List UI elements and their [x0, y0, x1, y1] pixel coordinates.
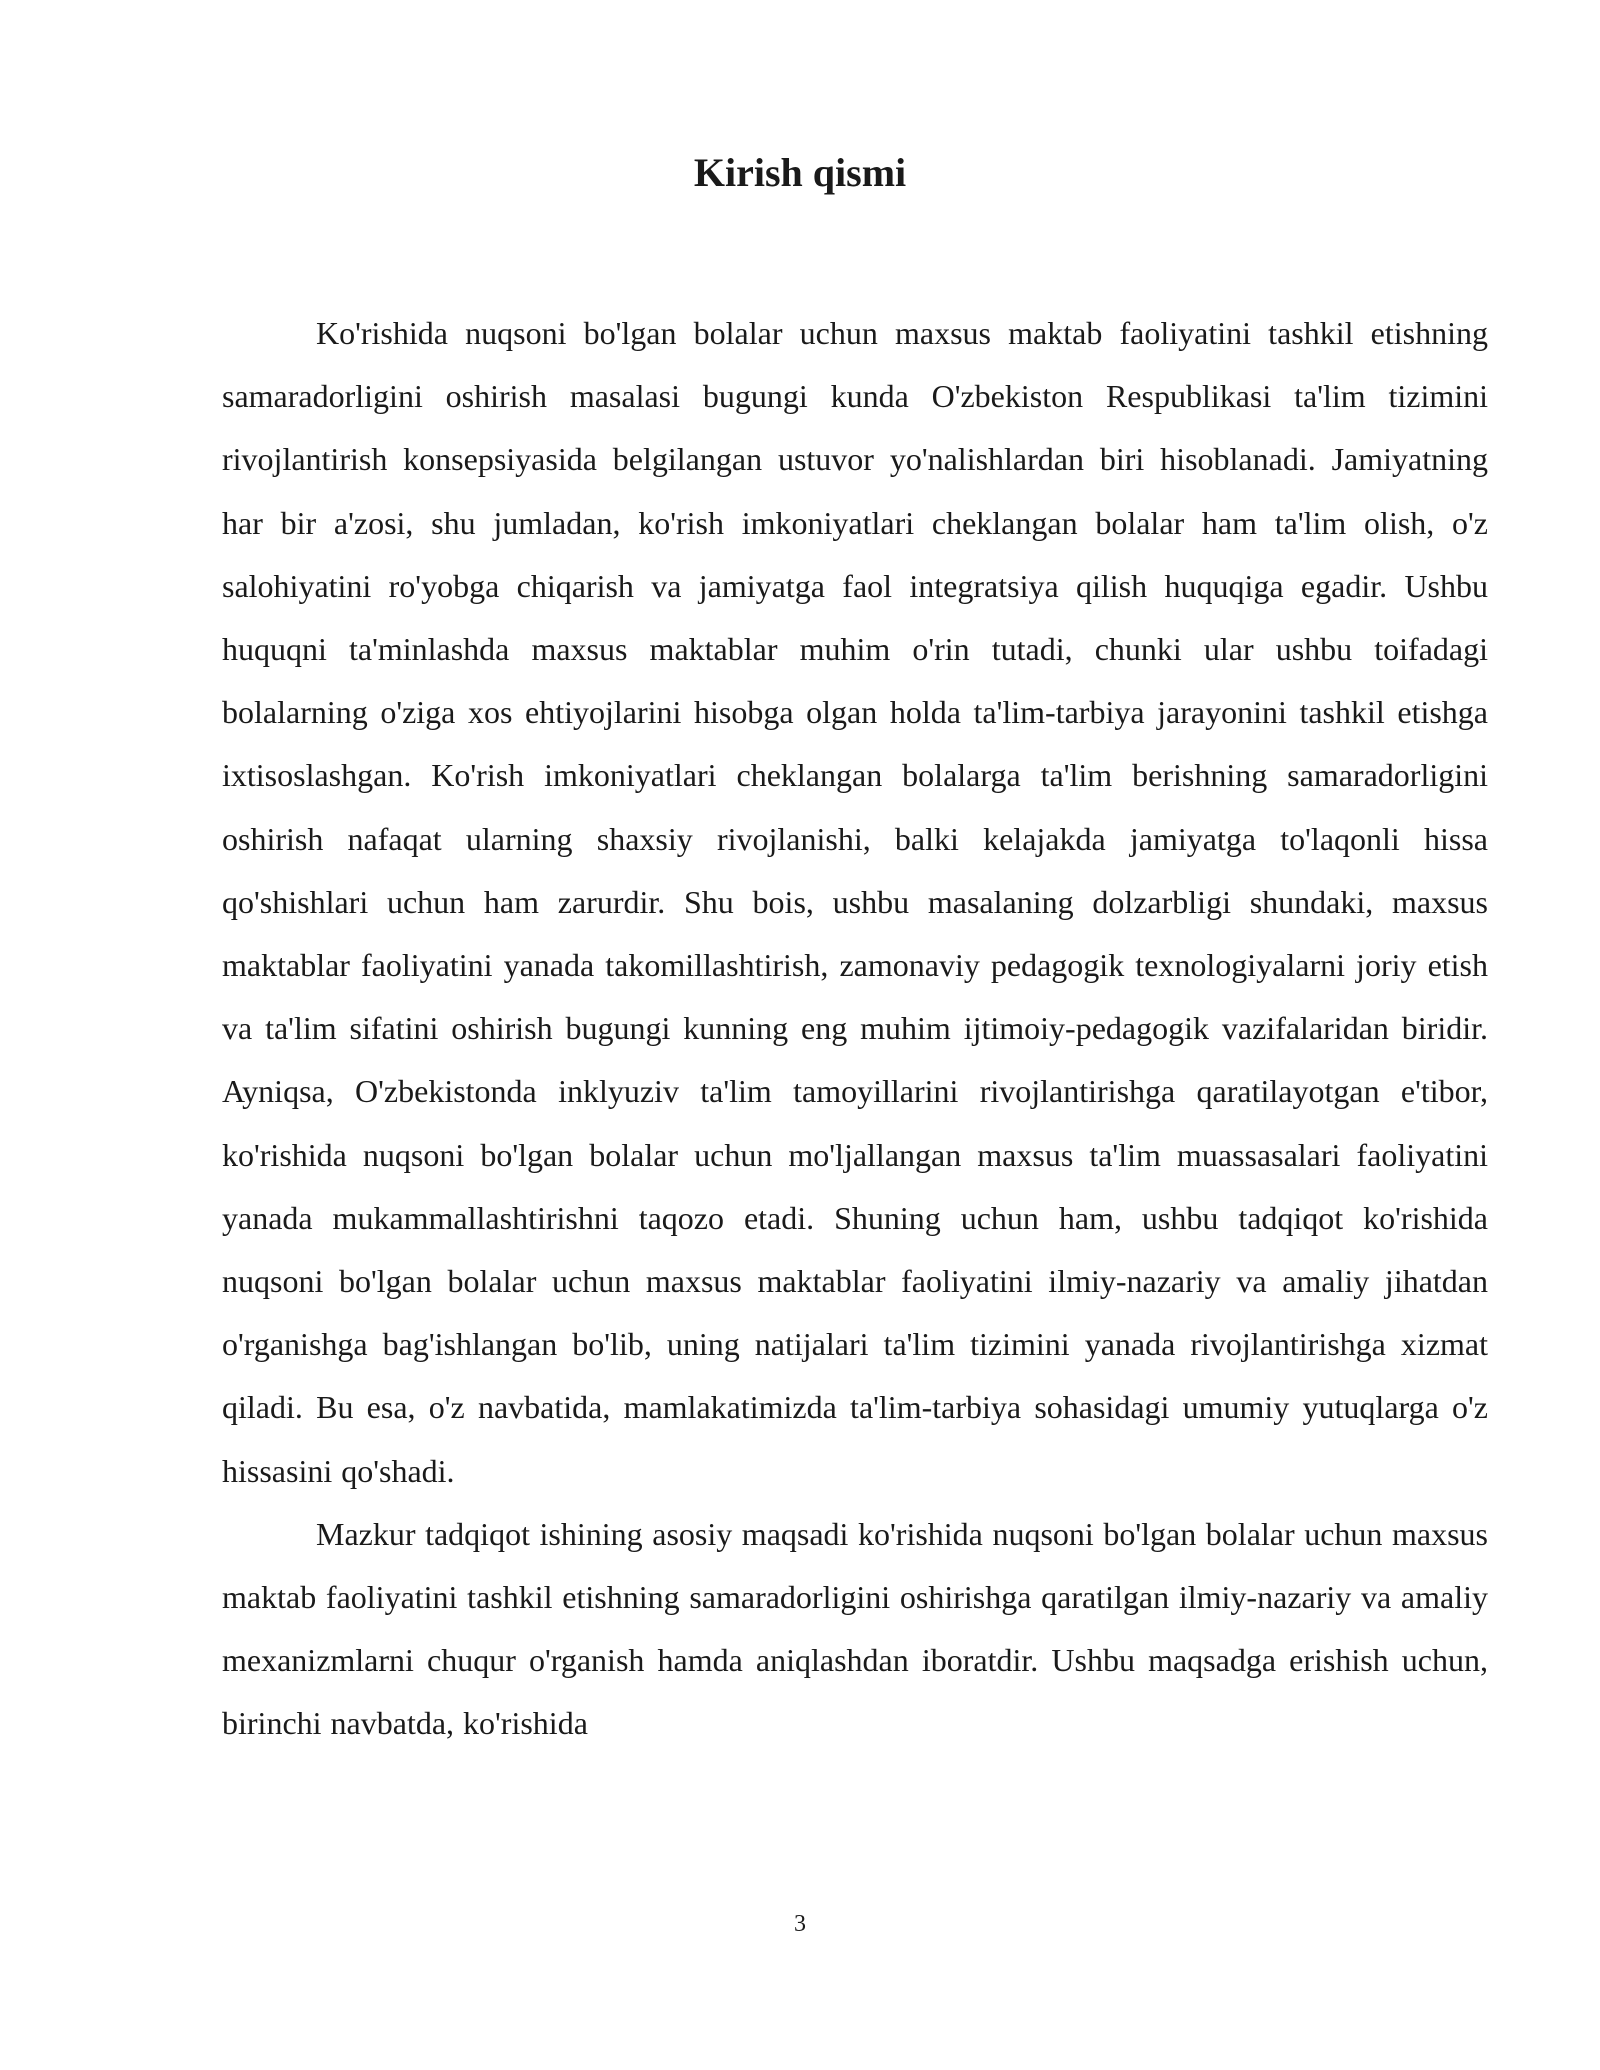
page-title: Kirish qismi	[693, 150, 907, 195]
body-text	[222, 302, 1488, 1756]
paragraph: Mazkur tadqiqot ishining asosiy maqsadi ko'rishida nuqsoni bo'lgan bolalar uchun maxsus maktab faoliyatini tashkil etishning samaradorligini oshirishga qaratilgan ilmiy-nazariy va amaliy mexanizmlarni chuqur o'rganish hamda aniqlashdan iboratdir. Ushbu maqsadga erishish uchun, birinchi navbatda, ko'rishida	[222, 1515, 1488, 1742]
paragraph: Ko'rishida nuqsoni bo'lgan bolalar uchun maxsus maktab faoliyatini tashkil etishning samaradorligini oshirish masalasi bugungi kunda O'zbekiston Respublikasi ta'lim tizimini rivojlantirish konsepsiyasida belgilangan ustuvor yo'nalishlardan biri hisoblanadi. Jamiyatning har bir a'zosi, shu jumladan, ko'rish imkoniyatlari cheklangan bolalar ham ta'lim olish, o'z salohiyatini ro'yobga chiqarish va jamiyatga faol integratsiya qilish huquqiga egadir. Ushbu huquqni ta'minlashda maxsus maktablar muhim o'rin tutadi, chunki ular ushbu toifadagi bolalarning o'ziga xos ehtiyojlarini hisobga olgan holda ta'lim-tarbiya jarayonini tashkil etishga ixtisoslashgan. Ko'rish imkoniyatlari cheklangan bolalarga ta'lim berishning samaradorligini oshirish nafaqat ularning shaxsiy rivojlanishi, balki kelajakda jamiyatga to'laqonli hissa qo'shishlari uchun ham zarurdir. Shu bois, ushbu masalaning dolzarbligi shundaki, maxsus maktablar faoliyatini yanada takomillashtirish, zamonaviy pedagogik texnologiyalarni joriy etish va ta'lim sifatini oshirish bugungi kunning eng muhim ijtimoiy-pedagogik vazifalaridan biridir. Ayniqsa, O'zbekistonda inklyuziv ta'lim tamoyillarini rivojlantirishga qaratilayotgan e'tibor, ko'rishida nuqsoni bo'lgan bolalar uchun mo'ljallangan maxsus ta'lim muassasalari faoliyatini yanada mukammallashtirishni taqozo etadi. Shuning uchun ham, ushbu tadqiqot ko'rishida nuqsoni bo'lgan bolalar uchun maxsus maktablar faoliyatini ilmiy-nazariy va amaliy jihatdan o'rganishga bag'ishlangan bo'lib, uning natijalari ta'lim tizimini yanada rivojlantirishga xizmat qiladi. Bu esa, o'z navbatida, mamlakatimizda ta'lim-tarbiya sohasidagi umumiy yutuqlarga o'z hissasini qo'shadi.	[222, 315, 1488, 1489]
page-number: 3	[794, 1911, 806, 1937]
